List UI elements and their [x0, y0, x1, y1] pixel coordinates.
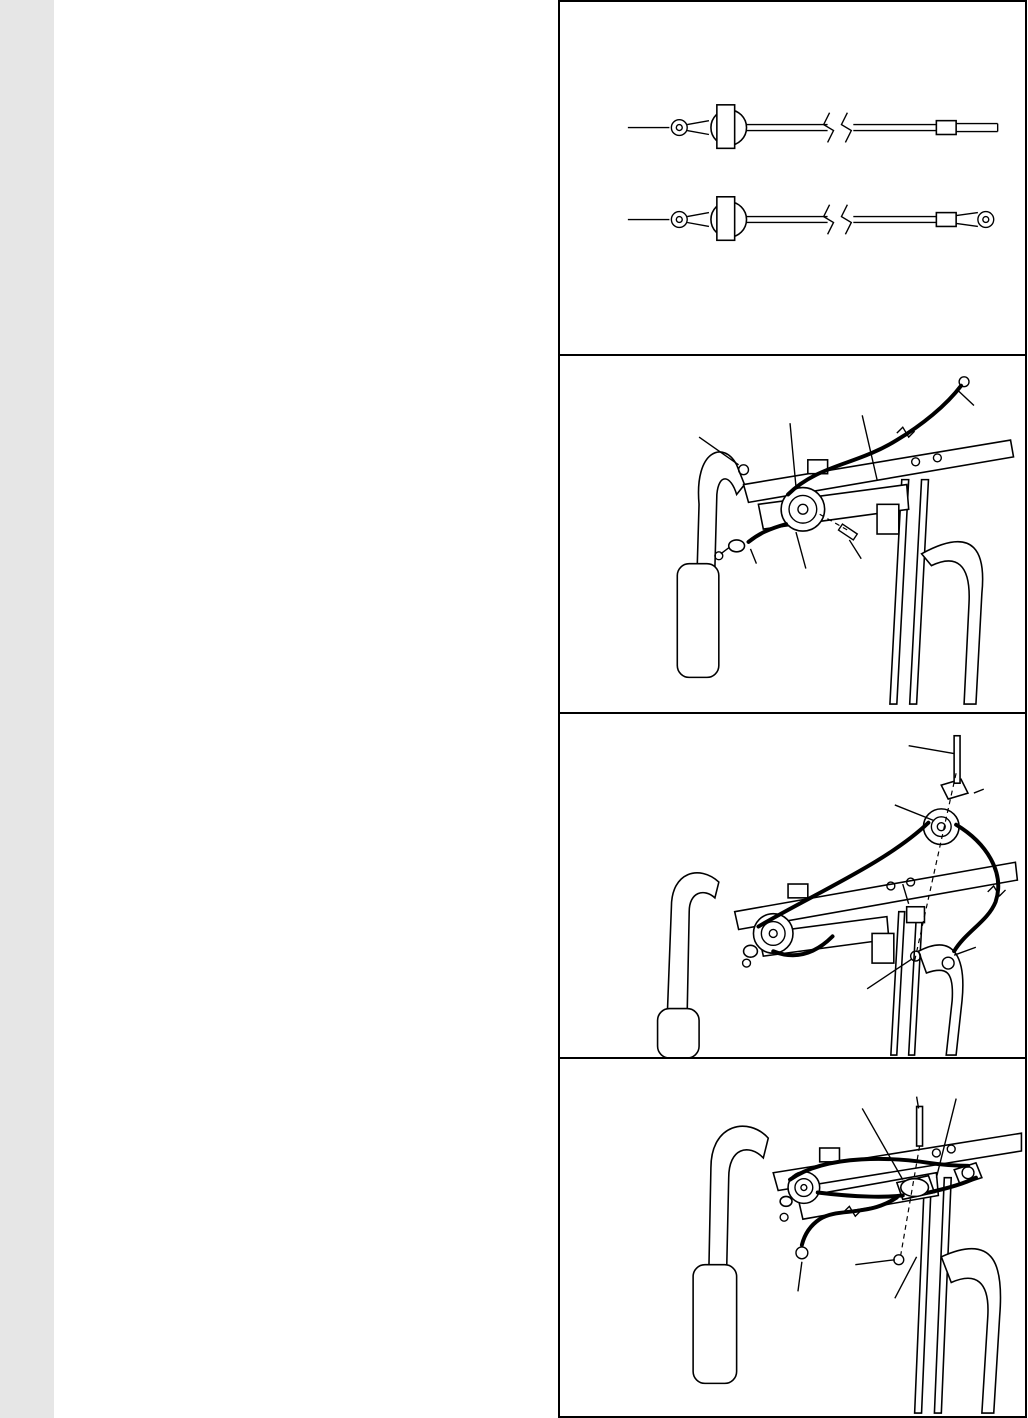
cable-eyelet-end — [628, 197, 994, 241]
grip — [693, 1265, 737, 1384]
grip — [677, 564, 719, 678]
text-column — [54, 0, 558, 1418]
figure-center-pulley-cable — [558, 1057, 1027, 1418]
upper-pulley-drawing — [560, 714, 1025, 1057]
cable-types-drawing — [560, 2, 1025, 354]
grip — [658, 1009, 700, 1057]
front-pulley-drawing — [560, 356, 1025, 712]
figure-front-pulley-routing — [558, 354, 1027, 714]
upright-tube — [709, 1126, 768, 1266]
figure-cable-types — [558, 0, 1027, 356]
center-pulley-drawing — [560, 1059, 1025, 1416]
center-pulley — [901, 1179, 929, 1197]
page-margin-strip — [0, 0, 54, 1418]
cable-plain-end — [628, 105, 998, 149]
bolt — [917, 1106, 923, 1146]
figure-upper-pulley-bracket — [558, 712, 1027, 1059]
upright-tube — [667, 873, 718, 1011]
upper-pulley — [923, 809, 959, 845]
nut — [894, 1255, 904, 1265]
